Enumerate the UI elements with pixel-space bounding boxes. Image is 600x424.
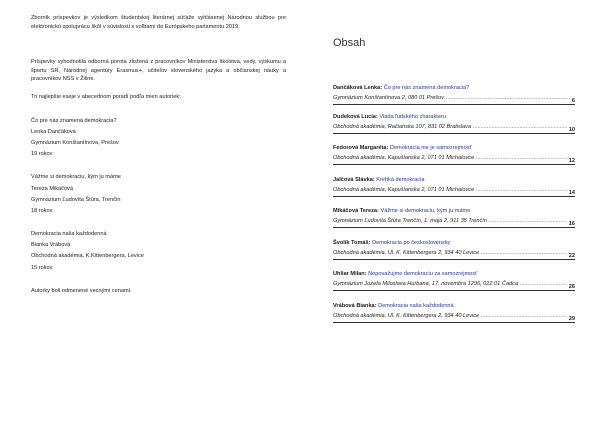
intro-paragraph-2: Príspevky vyhodnotila odborná porota zložená z pracovníkov Ministerstva školstva, vedy, výskumu a športu SR, Národnej agentúry Erasmus+, učiteľov slovenského jazyka a občianskej náuky a pracovníkov NSS v Žiline. [31, 59, 286, 83]
toc-leader [489, 217, 567, 226]
winner-2-school: Gymnázium Ľudovíta Štúra, Trenčín [31, 197, 121, 203]
winner-1-author: Lenka Dančáková [31, 129, 76, 135]
toc-address: Obchodná akadémia, Kapušianska 2, 071 01 Michalovce [333, 154, 475, 161]
toc-page-number: 12 [568, 157, 575, 164]
intro-paragraph-3: Tri najlepšie eseje v abecednom poradí podľa mien autoriek: [31, 94, 181, 100]
toc-entry[interactable] [333, 113, 575, 134]
toc-divider [333, 290, 575, 291]
toc-heading: Obsah [333, 37, 366, 49]
toc-address: Gymnázium Jozefa Miloslava Hurbana, 17. novembra 1296, 022 01 Čadca [333, 280, 519, 287]
winner-1-title: Čo pre nás znamená demokracia? [31, 118, 117, 124]
toc-leader [476, 186, 567, 195]
toc-page-number: 26 [568, 283, 575, 290]
winner-3-title: Demokracia naša každodenná [31, 231, 107, 237]
toc-title: Demokracia po československy [372, 240, 451, 246]
toc-title: Vláda ľudského charakteru [379, 114, 446, 120]
toc-page-number: 10 [568, 126, 575, 133]
toc-title: Nepovažujme demokraciu za samozrejmosť [368, 271, 478, 277]
toc-leader [446, 94, 570, 103]
toc-entry[interactable] [333, 176, 575, 197]
toc-entry[interactable] [333, 302, 575, 323]
toc-entry[interactable] [333, 239, 575, 260]
toc-author: Uhliar Milan: [333, 271, 367, 277]
toc-divider [333, 259, 575, 260]
toc-address: Obchodná akadémia, Ul. K. Kittenbergera 2, 934 40 Levice [333, 312, 480, 319]
winner-1-school: Gymnázium Konštantínova, Prešov [31, 140, 119, 146]
toc-address: Obchodná akadémia, Račianska 107, 831 02 Bratislava [333, 123, 472, 130]
toc-divider [333, 164, 575, 165]
toc-page-number: 29 [568, 315, 575, 322]
toc-leader [473, 123, 567, 132]
toc-title: Vážme si demokraciu, kým ju máme [380, 208, 471, 214]
toc-author: Fedorová Margaréta: [333, 145, 389, 151]
toc-page-number: 6 [571, 97, 575, 104]
toc-author: Mikáčová Tereza: [333, 208, 379, 214]
intro-paragraph-1: Zborník príspevkov je výsledkom študentskej literárnej súťaže vyhlásenej Národnou službou pre elektronickú spoluprácu škôl v súvislosti s voľbami do Európskeho parlamentu 2019. [31, 15, 286, 30]
toc-divider [333, 227, 575, 228]
toc-address: Obchodná akadémia, Kapušianska 2, 071 01 Michalovce [333, 186, 475, 193]
toc-title: Demokracia naša každodenná [378, 303, 454, 309]
winner-2-author: Tereza Mikáčová [31, 186, 73, 192]
winner-2-title: Vážme si demokraciu, kým ju máme [31, 174, 121, 180]
toc-author: Jalčová Slávka: [333, 177, 375, 183]
toc-divider [333, 133, 575, 134]
toc-author: Vrábová Bianka: [333, 303, 377, 309]
toc-page-number: 16 [568, 220, 575, 227]
toc-title: Čo pre nás znamená demokracia? [383, 85, 470, 91]
toc-title: Demokracia nie je samozrejmosť [389, 145, 472, 151]
toc-entry[interactable] [333, 84, 575, 105]
toc-page-number: 22 [568, 252, 575, 259]
toc-divider [333, 196, 575, 197]
toc-divider [333, 104, 575, 105]
toc-address: Obchodná akadémia, Ul. K. Kittenbergera 2, 934 40 Levice [333, 249, 480, 256]
toc-leader [520, 280, 567, 289]
winner-3-school: Obchodná akadémia, K.Kittenbergera, Levice [31, 253, 144, 259]
toc-entry[interactable] [333, 270, 575, 291]
winner-3-author: Bianka Vrábová [31, 242, 71, 248]
toc-entry[interactable] [333, 207, 575, 228]
toc-author: Dančáková Lenka: [333, 85, 383, 91]
toc-leader [481, 249, 567, 258]
toc-author: Dudeková Lucia: [333, 114, 378, 120]
toc-page-number: 14 [568, 189, 575, 196]
toc-address: Gymnázium Konštantínova 2, 080 01 Prešov [333, 94, 445, 101]
toc-leader [481, 312, 567, 321]
winner-3-age: 15 rokov [31, 265, 53, 271]
toc-divider [333, 322, 575, 323]
toc-entry[interactable] [333, 144, 575, 165]
winner-2-age: 18 rokov [31, 208, 53, 214]
toc-author: Švolík Tomáš: [333, 240, 371, 246]
toc-address: Gymnázium Ľudovíta Štúra Trenčín, 1. mája 2, 911 35 Trenčín [333, 217, 487, 224]
toc-leader [476, 154, 567, 163]
closing-note: Autorky boli odmenené vecnými cenami. [31, 288, 132, 294]
winner-1-age: 19 rokov [31, 151, 53, 157]
toc-title: Krehká demokracia [376, 177, 425, 183]
